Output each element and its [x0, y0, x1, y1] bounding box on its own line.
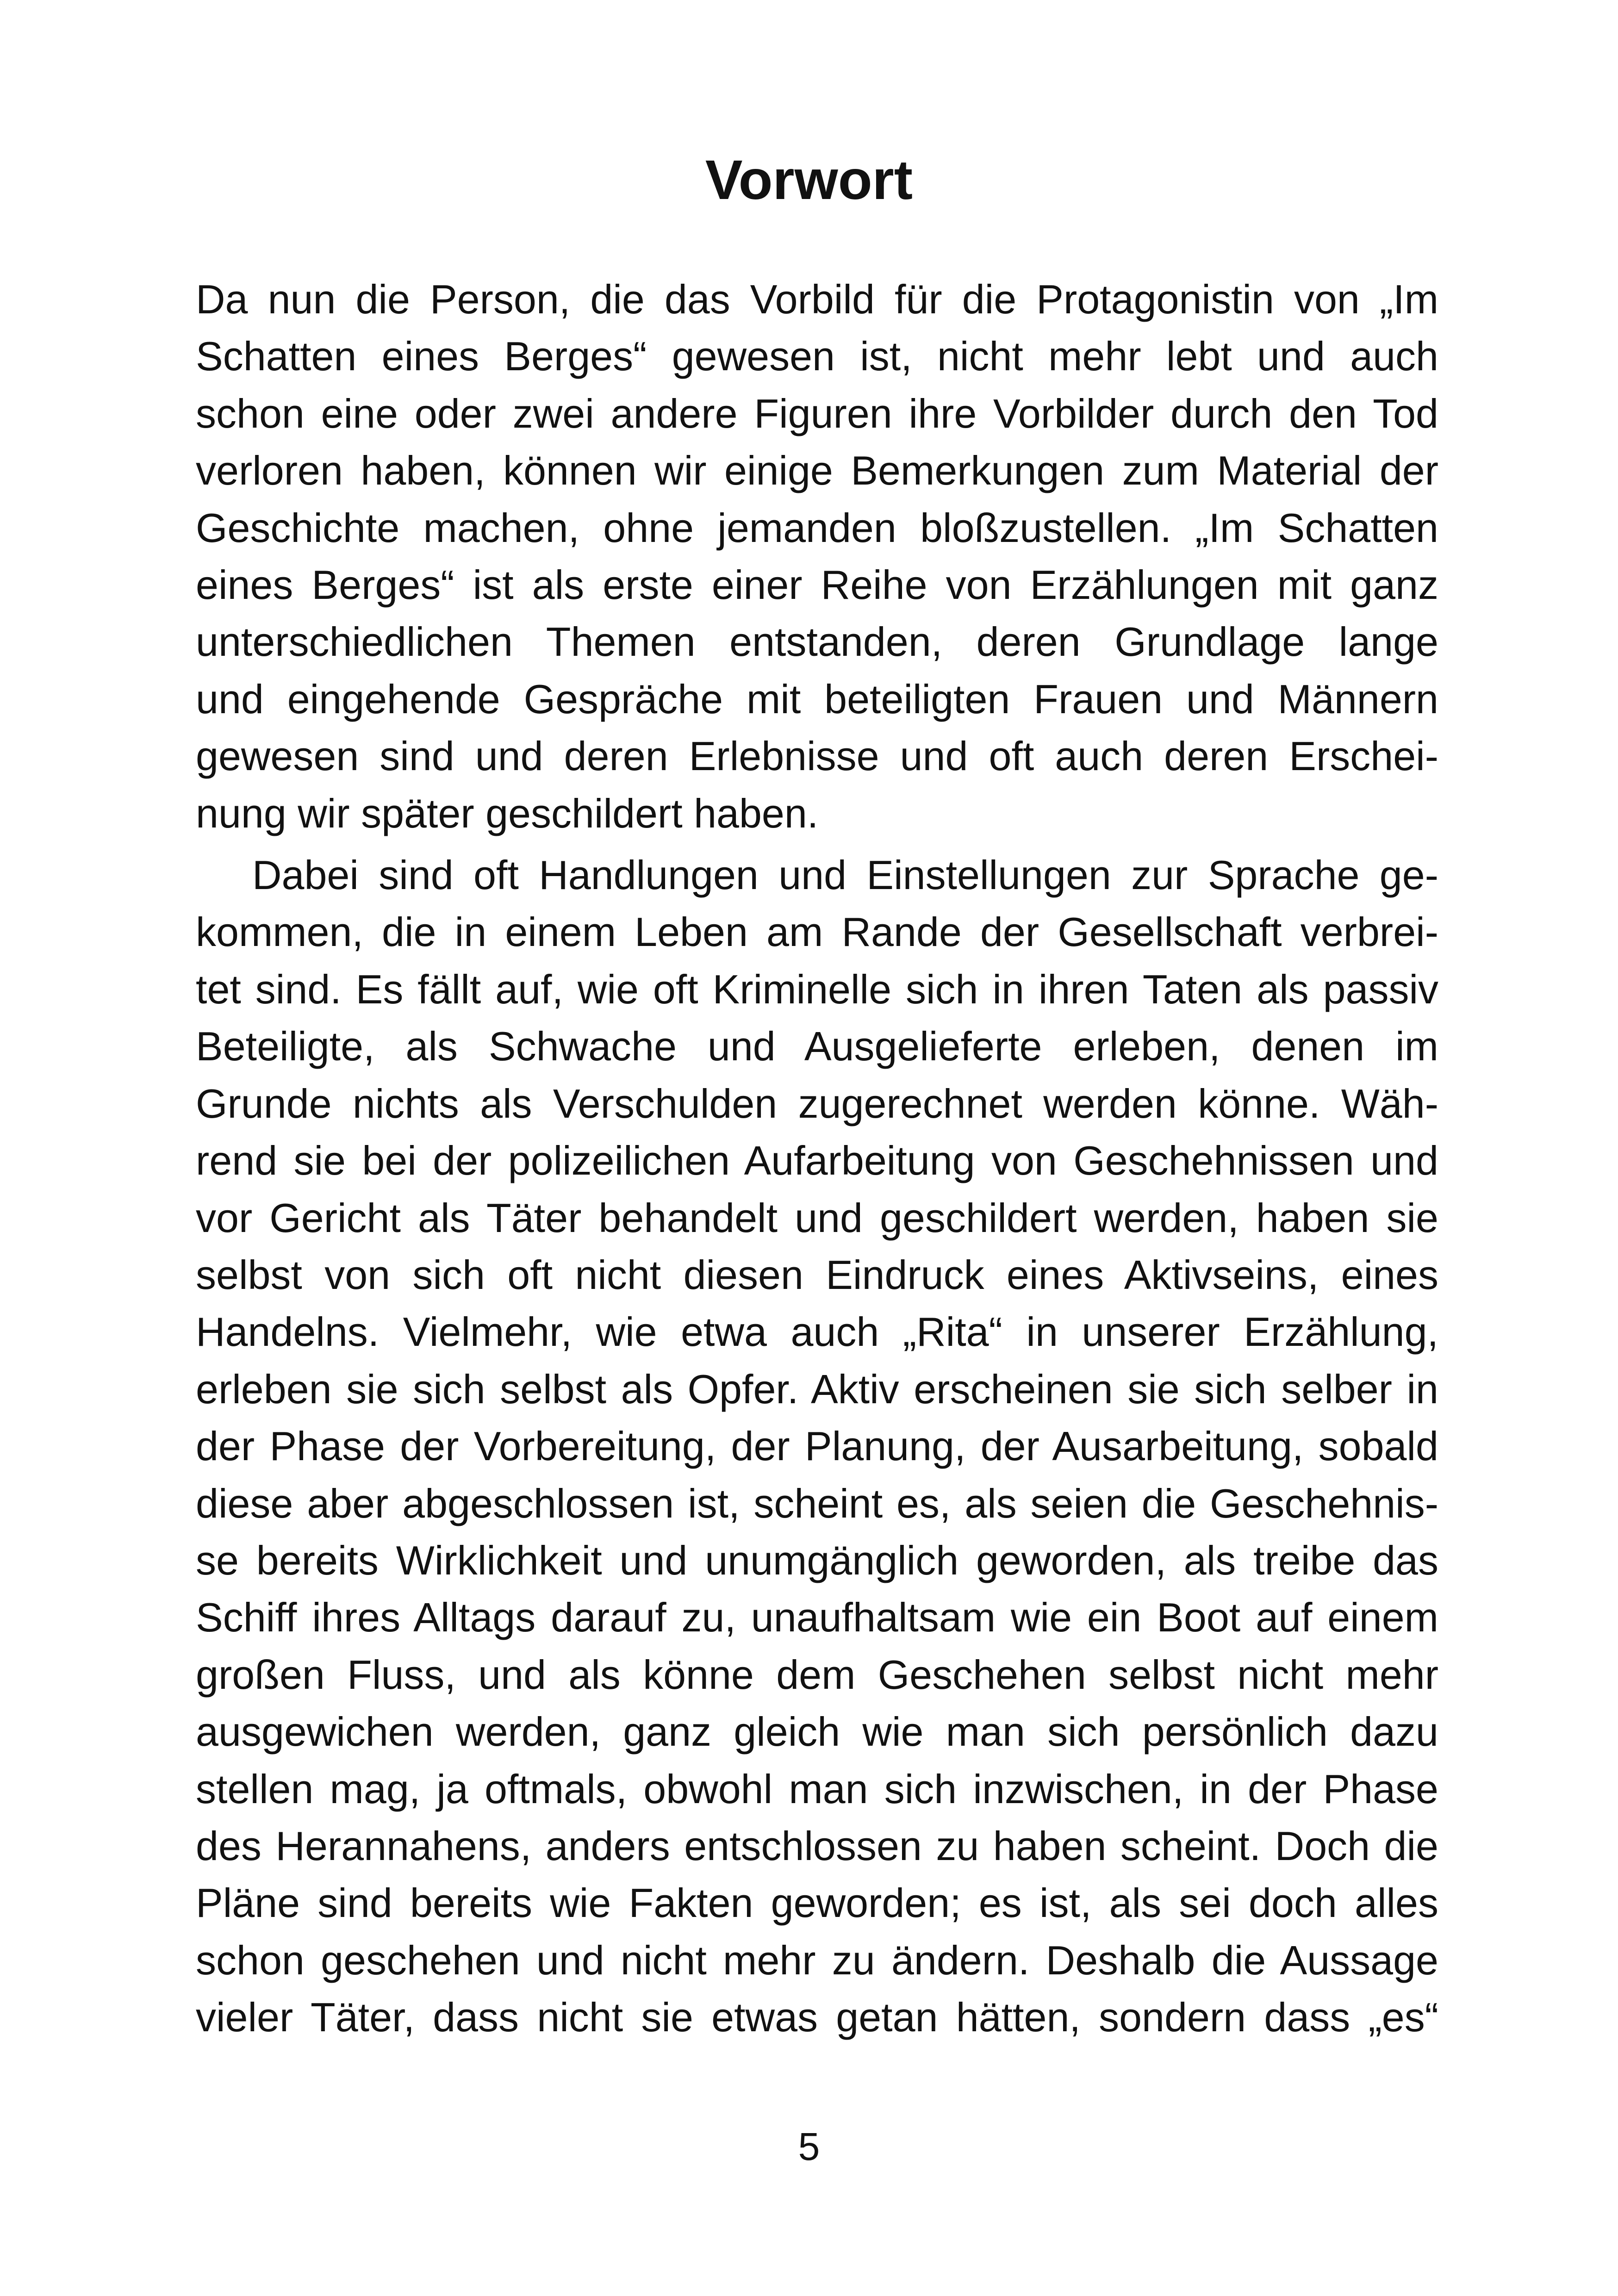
text-line: tet sind. Es fällt auf, wie oft Kriminelle sich in ihren Taten als passiv [196, 966, 1438, 1012]
text-line: selbst von sich oft nicht diesen Eindruck eines Aktivseins, eines [196, 1251, 1438, 1298]
paragraph-1 [196, 271, 1438, 842]
text-line: Grunde nichts als Verschulden zugerechnet werden könne. Wäh- [196, 1080, 1438, 1126]
text-line: erleben sie sich selbst als Opfer. Aktiv erscheinen sie sich selber in [196, 1366, 1438, 1412]
paragraph-gap [196, 842, 1438, 846]
text-line: rend sie bei der polizeilichen Aufarbeitung von Geschehnissen und [196, 1138, 1438, 1184]
text-line: unterschiedlichen Themen entstanden, deren Grundlage lange [196, 619, 1438, 665]
text-line: der Phase der Vorbereitung, der Planung, der Ausarbeitung, sobald [196, 1423, 1438, 1469]
text-line: Pläne sind bereits wie Fakten geworden; es ist, als sei doch alles [196, 1880, 1438, 1926]
text-line: des Herannahens, anders entschlossen zu haben scheint. Doch die [196, 1823, 1438, 1869]
text-line: Da nun die Person, die das Vorbild für die Protagonistin von „Im [196, 276, 1438, 322]
text-line: diese aber abgeschlossen ist, scheint es, als seien die Geschehnis- [196, 1480, 1438, 1526]
text-line: schon geschehen und nicht mehr zu ändern. Deshalb die Aussage [196, 1937, 1438, 1983]
text-line: vor Gericht als Täter behandelt und geschildert werden, haben sie [196, 1195, 1438, 1241]
text-line: Dabei sind oft Handlungen und Einstellungen zur Sprache ge- [252, 852, 1438, 898]
text-line: gewesen sind und deren Erlebnisse und oft auch deren Erschei- [196, 733, 1438, 779]
text-line: kommen, die in einem Leben am Rande der Gesellschaft verbrei- [196, 909, 1438, 955]
text-line: und eingehende Gespräche mit beteiligten Frauen und Männern [196, 676, 1438, 722]
text-line: stellen mag, ja oftmals, obwohl man sich inzwischen, in der Phase [196, 1766, 1438, 1812]
body-text [196, 271, 1438, 2046]
text-line: großen Fluss, und als könne dem Geschehen selbst nicht mehr [196, 1651, 1438, 1698]
paragraph-2 [196, 846, 1438, 2046]
text-line: Beteiligte, als Schwache und Ausgelieferte erleben, denen im [196, 1023, 1438, 1070]
text-line: ausgewichen werden, ganz gleich wie man sich persönlich dazu [196, 1709, 1438, 1755]
text-line: Handelns. Vielmehr, wie etwa auch „Rita“ in unserer Erzählung, [196, 1309, 1438, 1355]
text-line: Geschichte machen, ohne jemanden bloßzustellen. „Im Schatten [196, 504, 1438, 551]
text-line: schon eine oder zwei andere Figuren ihre Vorbilder durch den Tod [196, 390, 1438, 436]
text-line: se bereits Wirklichkeit und unumgänglich geworden, als treibe das [196, 1537, 1438, 1583]
text-line: vieler Täter, dass nicht sie etwas getan hätten, sondern dass „es“ [196, 1994, 1438, 2041]
text-line: nung wir später geschildert haben. [196, 790, 819, 836]
text-line: Schiff ihres Alltags darauf zu, unaufhaltsam wie ein Boot auf einem [196, 1594, 1438, 1641]
page-title: Vorwort [705, 148, 913, 211]
text-line: Schatten eines Berges“ gewesen ist, nicht mehr lebt und auch [196, 333, 1438, 380]
page-number: 5 [798, 2125, 820, 2168]
text-line: verloren haben, können wir einige Bemerkungen zum Material der [196, 448, 1438, 494]
text-line: eines Berges“ ist als erste einer Reihe von Erzählungen mit ganz [196, 562, 1438, 608]
